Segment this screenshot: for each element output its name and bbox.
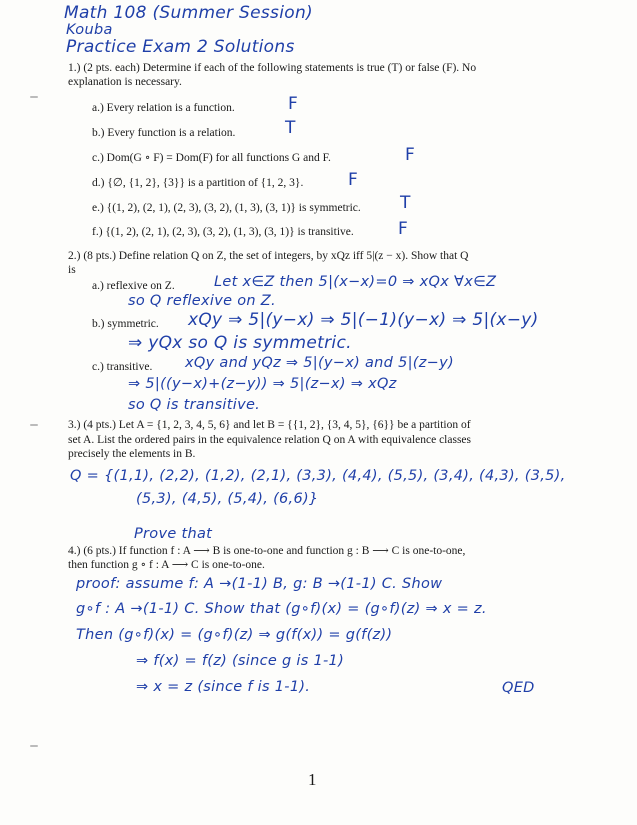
q4-proof-line4: ⇒ f(x) = f(z) (since g is 1-1) — [136, 653, 345, 669]
q1-answer-c: F — [405, 145, 415, 165]
q1-item-e: e.) {(1, 2), (2, 1), (2, 3), (3, 2), (1, 3), (3, 1)} is symmetric. — [92, 202, 361, 214]
q1-answer-a: F — [288, 94, 298, 114]
q4-prompt-line2: then function g ∘ f : A ⟶ C is one-to-one. — [68, 559, 265, 571]
q2-part-c-work-line3: so Q is transitive. — [128, 397, 261, 413]
q1-answer-d: F — [348, 170, 358, 190]
q1-item-a: a.) Every relation is a function. — [92, 102, 235, 114]
q1-item-b: b.) Every function is a relation. — [92, 127, 236, 139]
q2-part-b-work-line2: ⇒ yQx so Q is symmetric. — [128, 333, 352, 353]
scan-speck — [30, 745, 38, 747]
q1-answer-b: T — [285, 118, 296, 138]
q2-part-b-work-line1: xQy ⇒ 5|(y−x) ⇒ 5|(−1)(y−x) ⇒ 5|(x−y) — [188, 310, 539, 330]
q2-prompt-line2: is — [68, 264, 76, 276]
q1-item-c: c.) Dom(G ∘ F) = Dom(F) for all functions G and F. — [92, 152, 331, 164]
q3-prompt-line2: set A. List the ordered pairs in the equivalence relation Q on A with equivalence classes — [68, 434, 472, 446]
q2-part-a-work-line1: Let x∈Z then 5|(x−x)=0 ⇒ xQx ∀x∈Z — [214, 274, 497, 290]
page-number: 1 — [308, 770, 317, 789]
q4-qed: QED — [502, 680, 535, 696]
scan-speck — [30, 424, 38, 426]
q1-item-d: d.) {∅, {1, 2}, {3}} is a partition of {1, 2, 3}. — [92, 177, 304, 189]
q1-prompt-line1: 1.) (2 pts. each) Determine if each of the following statements is true (T) or false (F). No — [68, 62, 477, 74]
q2-part-c-work-line1: xQy and yQz ⇒ 5|(y−x) and 5|(z−y) — [185, 355, 454, 371]
scan-speck — [30, 96, 38, 98]
q2-part-c-label: c.) transitive. — [92, 361, 153, 373]
q2-part-c-work-line2: ⇒ 5|((y−x)+(z−y)) ⇒ 5|(z−x) ⇒ xQz — [128, 376, 397, 392]
q3-prompt-line1: 3.) (4 pts.) Let A = {1, 2, 3, 4, 5, 6} and let B = {{1, 2}, {3, 4, 5}, {6}} be a partition of — [68, 419, 471, 431]
q1-answer-f: F — [398, 219, 408, 239]
q3-prompt-line3: precisely the elements in B. — [68, 448, 196, 460]
instructor-name: Kouba — [66, 22, 113, 38]
q4-proof-line3: Then (g∘f)(x) = (g∘f)(z) ⇒ g(f(x)) = g(f(z)) — [76, 627, 393, 643]
q4-proof-line5: ⇒ x = z (since f is 1-1). — [136, 679, 311, 695]
q1-prompt-line2: explanation is necessary. — [68, 76, 182, 88]
q2-part-b-label: b.) symmetric. — [92, 318, 159, 330]
q2-part-a-work-line2: so Q reflexive on Z. — [128, 293, 276, 309]
course-title: Math 108 (Summer Session) — [64, 3, 313, 23]
q4-proof-line1: proof: assume f: A →(1-1) B, g: B →(1-1) C. Show — [76, 576, 443, 592]
q2-part-a-label: a.) reflexive on Z. — [92, 280, 175, 292]
q2-prompt-line1: 2.) (8 pts.) Define relation Q on Z, the set of integers, by xQz iff 5|(z − x). Show that Q — [68, 250, 469, 262]
q4-proof-line2: g∘f : A →(1-1) C. Show that (g∘f)(x) = (g∘f)(z) ⇒ x = z. — [76, 601, 487, 617]
page-title: Practice Exam 2 Solutions — [66, 37, 295, 57]
q1-answer-e: T — [400, 193, 411, 213]
q3-answer-line1: Q = {(1,1), (2,2), (1,2), (2,1), (3,3), (4,4), (5,5), (3,4), (4,3), (3,5), — [70, 468, 566, 484]
q4-note: Prove that — [134, 526, 213, 542]
q3-answer-line2: (5,3), (4,5), (5,4), (6,6)} — [136, 491, 319, 507]
q4-prompt-line1: 4.) (6 pts.) If function f : A ⟶ B is one-to-one and function g : B ⟶ C is one-to-one, — [68, 545, 466, 557]
q1-item-f: f.) {(1, 2), (2, 1), (2, 3), (3, 2), (1, 3), (3, 1)} is transitive. — [92, 226, 354, 238]
